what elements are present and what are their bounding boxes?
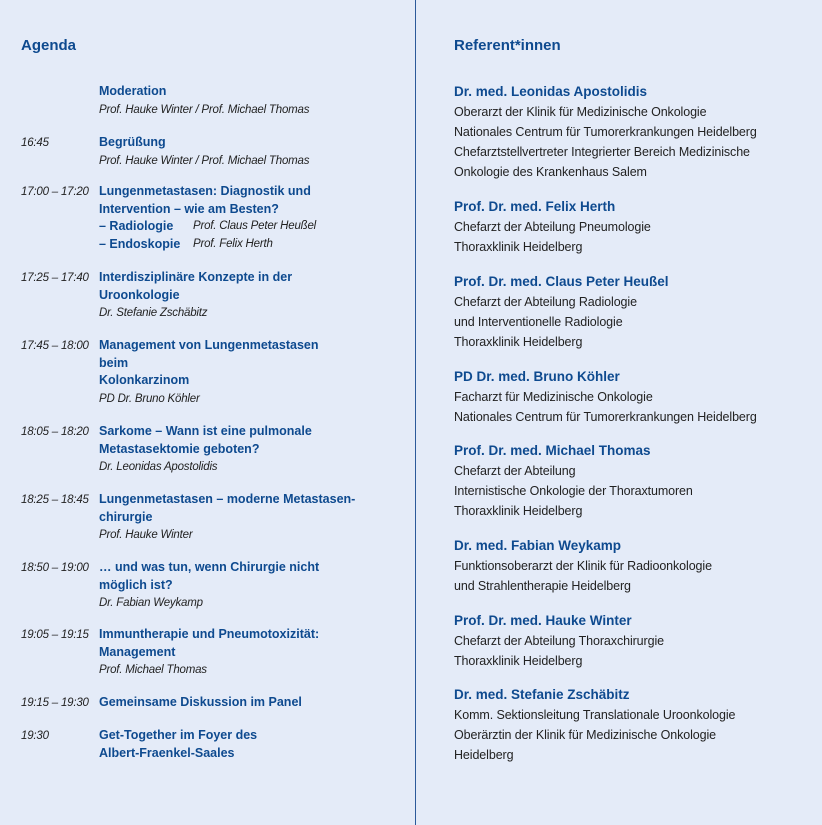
speaker-name: Dr. med. Fabian Weykamp (454, 538, 622, 553)
agenda-speaker: PD Dr. Bruno Köhler (99, 392, 200, 405)
speaker-name: Prof. Dr. med. Felix Herth (454, 199, 616, 214)
speaker-name: Dr. med. Leonidas Apostolidis (454, 84, 648, 99)
agenda-item-body (99, 83, 389, 119)
agenda-title-line: Lungenmetastasen – moderne Metastasen- (99, 492, 356, 506)
speaker-entry (454, 536, 814, 596)
speaker-affiliation-line: Thoraxklinik Heidelberg (454, 335, 583, 349)
agenda-title-line: Management (99, 644, 176, 659)
agenda-speaker: Dr. Fabian Weykamp (99, 597, 203, 609)
agenda-item-body (99, 491, 389, 544)
agenda-title-line: chirurgie (99, 509, 153, 524)
speaker-entry (454, 685, 814, 765)
agenda-speaker: Prof. Michael Thomas (99, 664, 207, 676)
speaker-affiliation-line: Heidelberg (454, 748, 514, 762)
speaker-affiliation-line: Thoraxklinik Heidelberg (454, 654, 583, 668)
agenda-time: 18:50 – 19:00 (21, 562, 89, 574)
agenda-title-line: Uroonkologie (99, 287, 180, 302)
speaker-affiliation-line: Chefarzt der Abteilung Pneumologie (454, 220, 651, 234)
agenda-title-line: Kolonkarzinom (99, 373, 190, 387)
speaker-affiliation-line: Oberärztin der Klinik für Medizinische Onkologie (454, 728, 716, 742)
agenda-speaker: Prof. Hauke Winter (99, 529, 193, 541)
agenda-subtopic-label: – Radiologie (99, 219, 174, 233)
speaker-entry (454, 441, 814, 521)
agenda-title-line: Lungenmetastasen: Diagnostik und (99, 184, 311, 198)
agenda-time: 19:05 – 19:15 (21, 629, 89, 641)
agenda-title-line: Albert-Fraenkel-Saales (99, 745, 235, 760)
agenda-speaker: Dr. Leonidas Apostolidis (99, 461, 218, 473)
agenda-title-line: Metastasektomie geboten? (99, 441, 260, 456)
agenda-title-line: möglich ist? (99, 577, 173, 592)
agenda-item-body (99, 694, 389, 712)
speakers-column (416, 0, 822, 825)
agenda-item-body (99, 183, 389, 253)
speaker-affiliation-line: Internistische Onkologie der Thoraxtumoren (454, 484, 693, 498)
agenda-item-body (99, 423, 389, 476)
agenda-item-body (99, 626, 389, 679)
agenda-title-line: … und was tun, wenn Chirurgie nicht (99, 560, 320, 574)
agenda-title-line: Begrüßung (99, 135, 166, 149)
agenda-title-line: Intervention – wie am Besten? (99, 201, 279, 216)
speaker-name: Prof. Dr. med. Claus Peter Heußel (454, 274, 669, 289)
agenda-title-line: Sarkome – Wann ist eine pulmonale (99, 424, 312, 438)
agenda-title-line: Moderation (99, 84, 167, 98)
speaker-entry (454, 611, 814, 671)
speaker-name: Prof. Dr. med. Michael Thomas (454, 443, 651, 458)
agenda-item-body (99, 269, 389, 322)
agenda-title-line: Get-Together im Foyer des (99, 728, 258, 742)
agenda-time: 17:45 – 18:00 (21, 340, 89, 352)
agenda-time: 17:25 – 17:40 (21, 272, 89, 284)
speaker-affiliation-line: Komm. Sektionsleitung Translationale Uroonkologie (454, 708, 736, 722)
speaker-affiliation-line: Oberarzt der Klinik für Medizinische Onkologie (454, 105, 707, 119)
speaker-affiliation-line: Funktionsoberarzt der Klinik für Radioonkologie (454, 559, 712, 573)
speaker-entry (454, 82, 814, 182)
agenda-item-body (99, 559, 389, 612)
agenda-item-body (99, 134, 389, 170)
agenda-title-line: Management von Lungenmetastasen (99, 338, 319, 352)
speaker-affiliation-line: Chefarztstellvertreter Integrierter Bereich Medizinische (454, 145, 750, 159)
speaker-affiliation-line: Facharzt für Medizinische Onkologie (454, 390, 653, 404)
agenda-time: 18:25 – 18:45 (21, 494, 89, 506)
agenda-speaker: Prof. Hauke Winter / Prof. Michael Thomas (99, 103, 310, 116)
agenda-time: 18:05 – 18:20 (21, 426, 89, 438)
speaker-entry (454, 197, 814, 257)
agenda-time: 19:30 (21, 730, 49, 742)
agenda-speaker: Prof. Hauke Winter / Prof. Michael Thomas (99, 154, 310, 167)
agenda-heading: Agenda (21, 37, 77, 54)
agenda-subtopic-speaker: Prof. Felix Herth (193, 237, 273, 250)
agenda-title-line: Interdisziplinäre Konzepte in der (99, 270, 293, 284)
agenda-subtopic (99, 236, 389, 254)
agenda-title-line: Immuntherapie und Pneumotoxizität: (99, 627, 320, 641)
speaker-affiliation-line: Thoraxklinik Heidelberg (454, 240, 583, 254)
speaker-affiliation-line: Nationales Centrum für Tumorerkrankungen Heidelberg (454, 125, 757, 139)
agenda-time: 16:45 (21, 137, 49, 149)
speaker-affiliation-line: Nationales Centrum für Tumorerkrankungen Heidelberg (454, 410, 757, 424)
speaker-entry (454, 367, 814, 427)
speaker-name: Prof. Dr. med. Hauke Winter (454, 613, 632, 628)
agenda-time: 17:00 – 17:20 (21, 186, 89, 198)
agenda-subtopic-label: – Endoskopie (99, 236, 181, 251)
speakers-heading: Referent*innen (454, 37, 561, 54)
agenda-item-body (99, 337, 389, 408)
speaker-affiliation-line: Chefarzt der Abteilung Thoraxchirurgie (454, 634, 664, 648)
agenda-time: 19:15 – 19:30 (21, 697, 89, 709)
agenda-speaker: Dr. Stefanie Zschäbitz (99, 307, 208, 319)
speaker-affiliation-line: Thoraxklinik Heidelberg (454, 504, 583, 518)
speaker-entry (454, 272, 814, 352)
speaker-affiliation-line: Chefarzt der Abteilung Radiologie (454, 295, 637, 309)
agenda-subtopic (99, 218, 389, 236)
speaker-name: Dr. med. Stefanie Zschäbitz (454, 687, 630, 702)
agenda-title-line: Gemeinsame Diskussion im Panel (99, 695, 302, 709)
agenda-title-line: beim (99, 355, 129, 370)
speaker-name: PD Dr. med. Bruno Köhler (454, 369, 620, 384)
speaker-affiliation-line: und Strahlentherapie Heidelberg (454, 579, 631, 593)
speaker-affiliation-line: und Interventionelle Radiologie (454, 315, 623, 329)
agenda-item-body (99, 727, 389, 762)
speaker-affiliation-line: Onkologie des Krankenhaus Salem (454, 165, 647, 179)
agenda-subtopic-speaker: Prof. Claus Peter Heußel (193, 220, 317, 232)
speaker-affiliation-line: Chefarzt der Abteilung (454, 464, 576, 478)
